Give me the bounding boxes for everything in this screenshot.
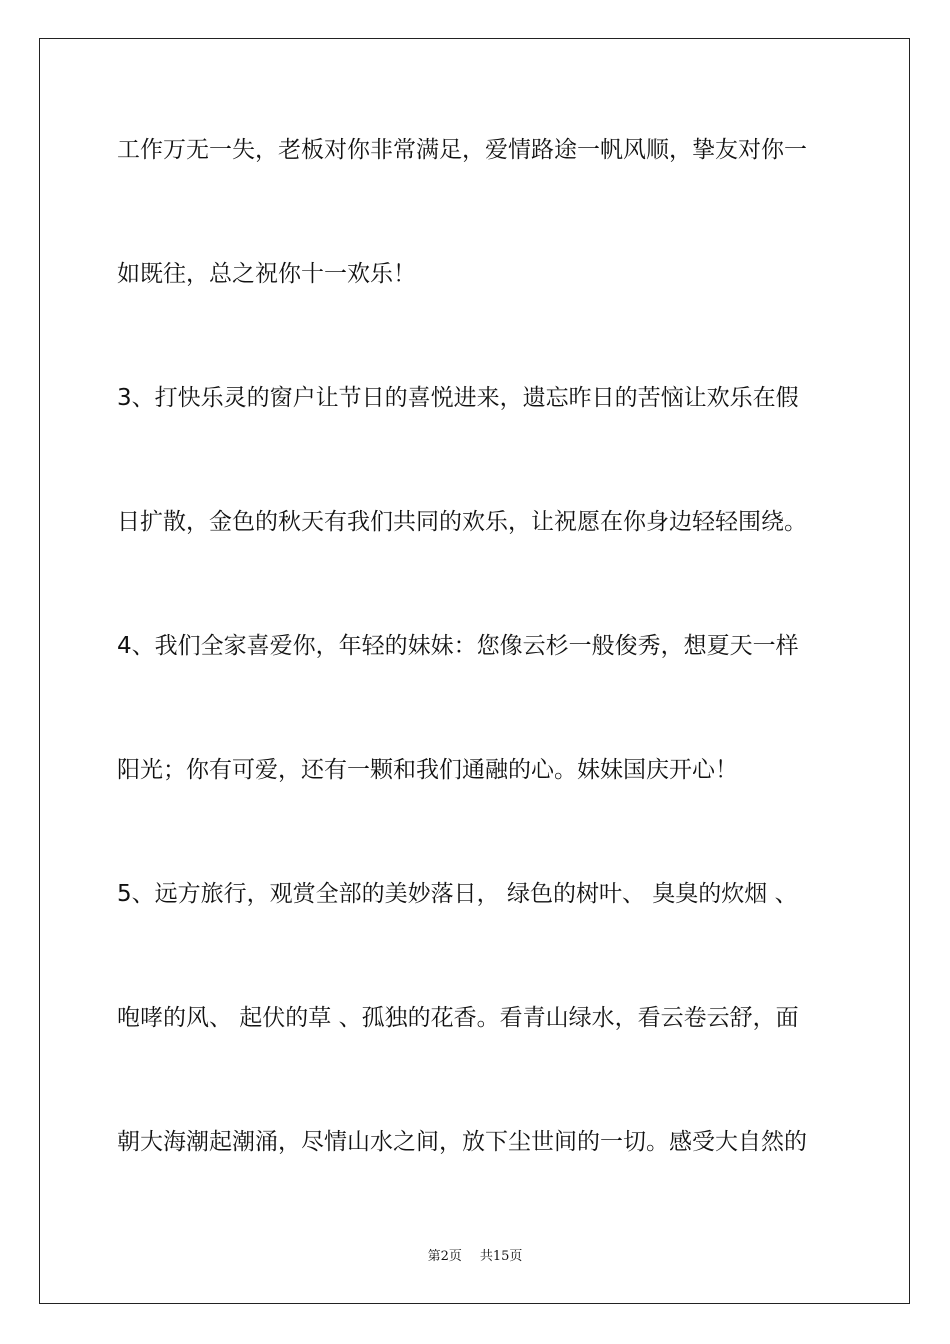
text-line-2: 如既往，总之祝你十一欢乐！ <box>117 261 416 287</box>
page-frame <box>39 38 910 1304</box>
text-line-1: 工作万无一失，老板对你非常满足，爱情路途一帆风顺，挚友对你一 <box>117 137 807 163</box>
text-line-3: 3、打快乐灵的窗户让节日的喜悦进来，遗忘昨日的苦恼让欢乐在假 <box>117 385 799 411</box>
page-total: 共15页 <box>479 1249 523 1264</box>
page-number: 第2页 <box>427 1249 462 1264</box>
text-line-4: 日扩散，金色的秋天有我们共同的欢乐，让祝愿在你身边轻轻围绕。 <box>117 509 807 535</box>
page-footer <box>0 1245 950 1264</box>
text-line-9: 朝大海潮起潮涌，尽情山水之间，放下尘世间的一切。感受大自然的 <box>117 1129 807 1155</box>
text-line-6: 阳光；你有可爱，还有一颗和我们通融的心。妹妹国庆开心！ <box>117 757 738 783</box>
text-line-7: 5、远方旅行，观赏全部的美妙落日， 绿色的树叶、 臭臭的炊烟 、 <box>117 881 798 907</box>
text-line-8: 咆哮的风、 起伏的草 、孤独的花香。看青山绿水，看云卷云舒，面 <box>117 1005 799 1031</box>
text-line-5: 4、我们全家喜爱你，年轻的妹妹：您像云杉一般俊秀，想夏天一样 <box>117 633 799 659</box>
